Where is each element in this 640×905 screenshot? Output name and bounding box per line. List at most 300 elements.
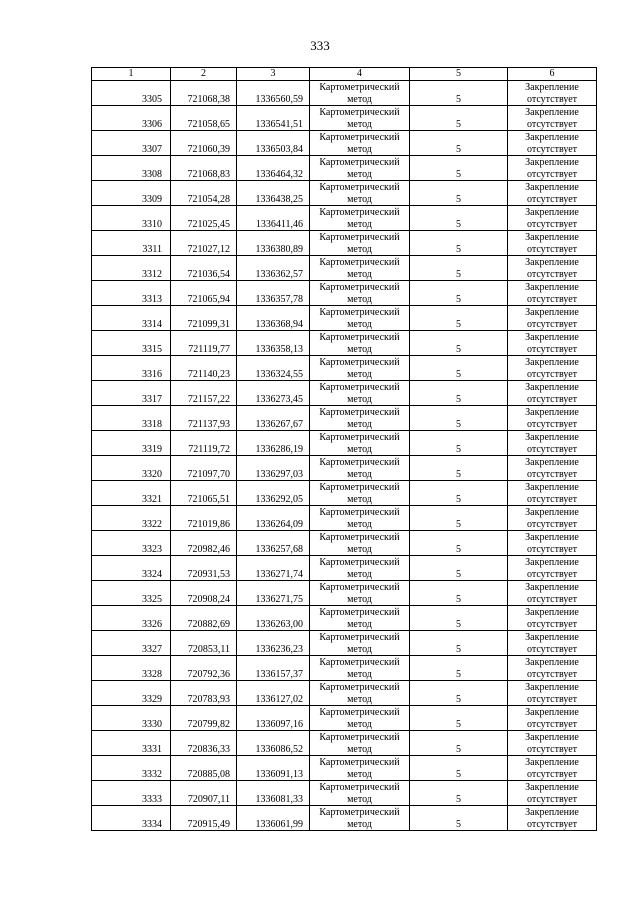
y-coordinate-cell: 1336267,67 bbox=[237, 406, 310, 431]
method-cell bbox=[310, 356, 410, 381]
method-cell-line: Картометрический bbox=[319, 682, 400, 693]
table-row bbox=[92, 781, 597, 806]
point-number-cell: 3324 bbox=[92, 556, 171, 581]
fixing-cell-line: Закрепление bbox=[525, 107, 579, 118]
method-cell-line: метод bbox=[347, 818, 372, 830]
fixing-cell-line: Закрепление bbox=[525, 182, 579, 193]
table-body bbox=[92, 81, 597, 831]
point-number-cell: 3328 bbox=[92, 656, 171, 681]
fixing-cell bbox=[508, 256, 597, 281]
accuracy-cell: 5 bbox=[410, 106, 508, 131]
method-cell-line: Картометрический bbox=[319, 807, 400, 818]
fixing-cell-line: Закрепление bbox=[525, 557, 579, 568]
fixing-cell-line: Закрепление bbox=[525, 482, 579, 493]
table-row bbox=[92, 731, 597, 756]
table-row bbox=[92, 181, 597, 206]
fixing-cell-line: Закрепление bbox=[525, 82, 579, 93]
point-number-cell: 3327 bbox=[92, 631, 171, 656]
method-cell-line: Картометрический bbox=[319, 82, 400, 93]
y-coordinate-cell: 1336560,59 bbox=[237, 81, 310, 106]
fixing-cell bbox=[508, 306, 597, 331]
fixing-cell-line: Закрепление bbox=[525, 607, 579, 618]
y-coordinate-cell: 1336411,46 bbox=[237, 206, 310, 231]
x-coordinate-cell: 721140,23 bbox=[171, 356, 237, 381]
method-cell-line: метод bbox=[347, 93, 372, 105]
method-cell-line: Картометрический bbox=[319, 132, 400, 143]
x-coordinate-cell: 721060,39 bbox=[171, 131, 237, 156]
fixing-cell-line: отсутствует bbox=[526, 468, 578, 480]
accuracy-cell: 5 bbox=[410, 531, 508, 556]
table-row bbox=[92, 156, 597, 181]
page-number: 333 bbox=[310, 38, 330, 53]
fixing-cell bbox=[508, 381, 597, 406]
accuracy-cell: 5 bbox=[410, 606, 508, 631]
accuracy-cell: 5 bbox=[410, 281, 508, 306]
x-coordinate-cell: 720836,33 bbox=[171, 731, 237, 756]
x-coordinate-cell: 721019,86 bbox=[171, 506, 237, 531]
method-cell-line: Картометрический bbox=[319, 207, 400, 218]
x-coordinate-cell: 721036,54 bbox=[171, 256, 237, 281]
method-cell-line: метод bbox=[347, 493, 372, 505]
method-cell-line: Картометрический bbox=[319, 332, 400, 343]
method-cell-line: Картометрический bbox=[319, 357, 400, 368]
fixing-cell bbox=[508, 756, 597, 781]
fixing-cell bbox=[508, 481, 597, 506]
fixing-cell-line: Закрепление bbox=[525, 357, 579, 368]
fixing-cell-line: Закрепление bbox=[525, 532, 579, 543]
method-cell-line: метод bbox=[347, 568, 372, 580]
column-header: 3 bbox=[237, 68, 310, 81]
fixing-cell-line: Закрепление bbox=[525, 457, 579, 468]
point-number-cell: 3332 bbox=[92, 756, 171, 781]
point-number-cell: 3325 bbox=[92, 581, 171, 606]
column-header: 1 bbox=[92, 68, 171, 81]
method-cell bbox=[310, 231, 410, 256]
fixing-cell bbox=[508, 581, 597, 606]
point-number-cell: 3306 bbox=[92, 106, 171, 131]
accuracy-cell: 5 bbox=[410, 306, 508, 331]
method-cell-line: метод bbox=[347, 693, 372, 705]
accuracy-cell: 5 bbox=[410, 381, 508, 406]
method-cell-line: Картометрический bbox=[319, 657, 400, 668]
point-number-cell: 3320 bbox=[92, 456, 171, 481]
x-coordinate-cell: 721119,77 bbox=[171, 331, 237, 356]
table-row bbox=[92, 806, 597, 831]
table-row bbox=[92, 381, 597, 406]
method-cell-line: метод bbox=[347, 393, 372, 405]
table-row bbox=[92, 406, 597, 431]
point-number-cell: 3305 bbox=[92, 81, 171, 106]
y-coordinate-cell: 1336286,19 bbox=[237, 431, 310, 456]
method-cell-line: Картометрический bbox=[319, 257, 400, 268]
method-cell-line: Картометрический bbox=[319, 157, 400, 168]
fixing-cell bbox=[508, 556, 597, 581]
table-row bbox=[92, 356, 597, 381]
method-cell-line: Картометрический bbox=[319, 632, 400, 643]
method-cell bbox=[310, 631, 410, 656]
method-cell bbox=[310, 806, 410, 831]
x-coordinate-cell: 721157,22 bbox=[171, 381, 237, 406]
fixing-cell bbox=[508, 681, 597, 706]
point-number-cell: 3326 bbox=[92, 606, 171, 631]
y-coordinate-cell: 1336324,55 bbox=[237, 356, 310, 381]
method-cell-line: метод bbox=[347, 143, 372, 155]
x-coordinate-cell: 720907,11 bbox=[171, 781, 237, 806]
method-cell bbox=[310, 506, 410, 531]
table-row bbox=[92, 206, 597, 231]
method-cell-line: Картометрический bbox=[319, 532, 400, 543]
method-cell bbox=[310, 206, 410, 231]
point-number-cell: 3312 bbox=[92, 256, 171, 281]
method-cell-line: метод bbox=[347, 293, 372, 305]
method-cell-line: Картометрический bbox=[319, 507, 400, 518]
fixing-cell-line: Закрепление bbox=[525, 632, 579, 643]
fixing-cell-line: отсутствует bbox=[526, 293, 578, 305]
table-row bbox=[92, 631, 597, 656]
fixing-cell-line: Закрепление bbox=[525, 332, 579, 343]
fixing-cell-line: отсутствует bbox=[526, 518, 578, 530]
y-coordinate-cell: 1336061,99 bbox=[237, 806, 310, 831]
table-row bbox=[92, 456, 597, 481]
method-cell bbox=[310, 731, 410, 756]
point-number-cell: 3318 bbox=[92, 406, 171, 431]
fixing-cell bbox=[508, 506, 597, 531]
accuracy-cell: 5 bbox=[410, 256, 508, 281]
fixing-cell-line: отсутствует bbox=[526, 568, 578, 580]
fixing-cell bbox=[508, 406, 597, 431]
point-number-cell: 3331 bbox=[92, 731, 171, 756]
method-cell-line: метод bbox=[347, 318, 372, 330]
fixing-cell-line: Закрепление bbox=[525, 432, 579, 443]
y-coordinate-cell: 1336357,78 bbox=[237, 281, 310, 306]
table-row bbox=[92, 81, 597, 106]
table-row bbox=[92, 556, 597, 581]
point-number-cell: 3323 bbox=[92, 531, 171, 556]
fixing-cell-line: отсутствует bbox=[526, 318, 578, 330]
method-cell-line: Картометрический bbox=[319, 457, 400, 468]
method-cell-line: метод bbox=[347, 168, 372, 180]
table-row bbox=[92, 281, 597, 306]
x-coordinate-cell: 721058,65 bbox=[171, 106, 237, 131]
method-cell-line: метод bbox=[347, 668, 372, 680]
method-cell bbox=[310, 781, 410, 806]
y-coordinate-cell: 1336438,25 bbox=[237, 181, 310, 206]
point-number-cell: 3316 bbox=[92, 356, 171, 381]
fixing-cell bbox=[508, 231, 597, 256]
table-row bbox=[92, 606, 597, 631]
method-cell-line: Картометрический bbox=[319, 482, 400, 493]
y-coordinate-cell: 1336541,51 bbox=[237, 106, 310, 131]
y-coordinate-cell: 1336358,13 bbox=[237, 331, 310, 356]
method-cell-line: Картометрический bbox=[319, 757, 400, 768]
point-number-cell: 3309 bbox=[92, 181, 171, 206]
fixing-cell-line: отсутствует bbox=[526, 118, 578, 130]
accuracy-cell: 5 bbox=[410, 206, 508, 231]
fixing-cell bbox=[508, 531, 597, 556]
x-coordinate-cell: 720982,46 bbox=[171, 531, 237, 556]
fixing-cell bbox=[508, 106, 597, 131]
fixing-cell-line: отсутствует bbox=[526, 343, 578, 355]
fixing-cell bbox=[508, 631, 597, 656]
table-row bbox=[92, 106, 597, 131]
x-coordinate-cell: 720915,49 bbox=[171, 806, 237, 831]
fixing-cell bbox=[508, 356, 597, 381]
accuracy-cell: 5 bbox=[410, 681, 508, 706]
accuracy-cell: 5 bbox=[410, 806, 508, 831]
coordinates-table bbox=[91, 67, 597, 831]
method-cell-line: Картометрический bbox=[319, 232, 400, 243]
table-row bbox=[92, 331, 597, 356]
y-coordinate-cell: 1336081,33 bbox=[237, 781, 310, 806]
accuracy-cell: 5 bbox=[410, 331, 508, 356]
method-cell bbox=[310, 331, 410, 356]
method-cell-line: метод bbox=[347, 468, 372, 480]
accuracy-cell: 5 bbox=[410, 656, 508, 681]
method-cell bbox=[310, 81, 410, 106]
method-cell-line: Картометрический bbox=[319, 707, 400, 718]
y-coordinate-cell: 1336464,32 bbox=[237, 156, 310, 181]
point-number-cell: 3317 bbox=[92, 381, 171, 406]
y-coordinate-cell: 1336292,05 bbox=[237, 481, 310, 506]
method-cell-line: метод bbox=[347, 618, 372, 630]
method-cell bbox=[310, 531, 410, 556]
y-coordinate-cell: 1336503,84 bbox=[237, 131, 310, 156]
y-coordinate-cell: 1336257,68 bbox=[237, 531, 310, 556]
fixing-cell bbox=[508, 181, 597, 206]
x-coordinate-cell: 720931,53 bbox=[171, 556, 237, 581]
point-number-cell: 3322 bbox=[92, 506, 171, 531]
method-cell-line: Картометрический bbox=[319, 182, 400, 193]
table-row bbox=[92, 581, 597, 606]
x-coordinate-cell: 720792,36 bbox=[171, 656, 237, 681]
method-cell bbox=[310, 606, 410, 631]
fixing-cell-line: отсутствует bbox=[526, 368, 578, 380]
x-coordinate-cell: 721099,31 bbox=[171, 306, 237, 331]
fixing-cell-line: Закрепление bbox=[525, 307, 579, 318]
y-coordinate-cell: 1336271,74 bbox=[237, 556, 310, 581]
fixing-cell-line: Закрепление bbox=[525, 582, 579, 593]
accuracy-cell: 5 bbox=[410, 356, 508, 381]
point-number-cell: 3311 bbox=[92, 231, 171, 256]
point-number-cell: 3330 bbox=[92, 706, 171, 731]
point-number-cell: 3314 bbox=[92, 306, 171, 331]
fixing-cell bbox=[508, 131, 597, 156]
table-row bbox=[92, 506, 597, 531]
fixing-cell bbox=[508, 781, 597, 806]
accuracy-cell: 5 bbox=[410, 556, 508, 581]
fixing-cell-line: Закрепление bbox=[525, 132, 579, 143]
method-cell-line: Картометрический bbox=[319, 307, 400, 318]
column-header: 5 bbox=[410, 68, 508, 81]
fixing-cell-line: Закрепление bbox=[525, 207, 579, 218]
method-cell-line: метод bbox=[347, 518, 372, 530]
accuracy-cell: 5 bbox=[410, 481, 508, 506]
method-cell-line: Картометрический bbox=[319, 407, 400, 418]
fixing-cell-line: отсутствует bbox=[526, 668, 578, 680]
method-cell-line: метод bbox=[347, 343, 372, 355]
fixing-cell-line: отсутствует bbox=[526, 393, 578, 405]
method-cell-line: метод bbox=[347, 543, 372, 555]
method-cell bbox=[310, 131, 410, 156]
table-row bbox=[92, 756, 597, 781]
x-coordinate-cell: 721027,12 bbox=[171, 231, 237, 256]
x-coordinate-cell: 720908,24 bbox=[171, 581, 237, 606]
table-header-row bbox=[92, 68, 597, 81]
method-cell-line: метод bbox=[347, 718, 372, 730]
accuracy-cell: 5 bbox=[410, 631, 508, 656]
method-cell-line: метод bbox=[347, 793, 372, 805]
fixing-cell bbox=[508, 806, 597, 831]
fixing-cell-line: Закрепление bbox=[525, 382, 579, 393]
y-coordinate-cell: 1336380,89 bbox=[237, 231, 310, 256]
y-coordinate-cell: 1336362,57 bbox=[237, 256, 310, 281]
accuracy-cell: 5 bbox=[410, 456, 508, 481]
fixing-cell-line: отсутствует bbox=[526, 693, 578, 705]
table-row bbox=[92, 681, 597, 706]
accuracy-cell: 5 bbox=[410, 581, 508, 606]
point-number-cell: 3313 bbox=[92, 281, 171, 306]
method-cell bbox=[310, 456, 410, 481]
x-coordinate-cell: 721137,93 bbox=[171, 406, 237, 431]
fixing-cell-line: Закрепление bbox=[525, 757, 579, 768]
fixing-cell bbox=[508, 331, 597, 356]
method-cell bbox=[310, 256, 410, 281]
accuracy-cell: 5 bbox=[410, 231, 508, 256]
fixing-cell-line: отсутствует bbox=[526, 493, 578, 505]
fixing-cell bbox=[508, 156, 597, 181]
y-coordinate-cell: 1336264,09 bbox=[237, 506, 310, 531]
y-coordinate-cell: 1336157,37 bbox=[237, 656, 310, 681]
fixing-cell-line: Закрепление bbox=[525, 807, 579, 818]
fixing-cell-line: отсутствует bbox=[526, 643, 578, 655]
fixing-cell-line: Закрепление bbox=[525, 682, 579, 693]
method-cell-line: метод bbox=[347, 593, 372, 605]
fixing-cell-line: отсутствует bbox=[526, 618, 578, 630]
method-cell-line: метод bbox=[347, 743, 372, 755]
fixing-cell-line: Закрепление bbox=[525, 507, 579, 518]
fixing-cell-line: отсутствует bbox=[526, 543, 578, 555]
fixing-cell-line: отсутствует bbox=[526, 168, 578, 180]
fixing-cell bbox=[508, 456, 597, 481]
method-cell bbox=[310, 706, 410, 731]
table-row bbox=[92, 481, 597, 506]
method-cell-line: Картометрический bbox=[319, 732, 400, 743]
method-cell-line: Картометрический bbox=[319, 557, 400, 568]
table-row bbox=[92, 431, 597, 456]
method-cell-line: метод bbox=[347, 768, 372, 780]
fixing-cell bbox=[508, 706, 597, 731]
y-coordinate-cell: 1336271,75 bbox=[237, 581, 310, 606]
x-coordinate-cell: 721054,28 bbox=[171, 181, 237, 206]
y-coordinate-cell: 1336127,02 bbox=[237, 681, 310, 706]
method-cell-line: Картометрический bbox=[319, 382, 400, 393]
method-cell-line: метод bbox=[347, 218, 372, 230]
method-cell-line: Картометрический bbox=[319, 107, 400, 118]
column-header: 2 bbox=[171, 68, 237, 81]
fixing-cell-line: отсутствует bbox=[526, 593, 578, 605]
y-coordinate-cell: 1336236,23 bbox=[237, 631, 310, 656]
x-coordinate-cell: 721025,45 bbox=[171, 206, 237, 231]
table-row bbox=[92, 656, 597, 681]
y-coordinate-cell: 1336091,13 bbox=[237, 756, 310, 781]
table-row bbox=[92, 306, 597, 331]
fixing-cell-line: Закрепление bbox=[525, 257, 579, 268]
method-cell-line: метод bbox=[347, 243, 372, 255]
method-cell bbox=[310, 756, 410, 781]
method-cell-line: метод bbox=[347, 443, 372, 455]
y-coordinate-cell: 1336263,00 bbox=[237, 606, 310, 631]
fixing-cell-line: отсутствует bbox=[526, 768, 578, 780]
method-cell-line: метод bbox=[347, 118, 372, 130]
y-coordinate-cell: 1336273,45 bbox=[237, 381, 310, 406]
accuracy-cell: 5 bbox=[410, 156, 508, 181]
x-coordinate-cell: 720783,93 bbox=[171, 681, 237, 706]
fixing-cell-line: отсутствует bbox=[526, 418, 578, 430]
method-cell-line: Картометрический bbox=[319, 607, 400, 618]
accuracy-cell: 5 bbox=[410, 406, 508, 431]
y-coordinate-cell: 1336368,94 bbox=[237, 306, 310, 331]
x-coordinate-cell: 721065,94 bbox=[171, 281, 237, 306]
fixing-cell bbox=[508, 281, 597, 306]
method-cell bbox=[310, 106, 410, 131]
x-coordinate-cell: 720853,11 bbox=[171, 631, 237, 656]
fixing-cell-line: отсутствует bbox=[526, 443, 578, 455]
accuracy-cell: 5 bbox=[410, 181, 508, 206]
table-row bbox=[92, 256, 597, 281]
accuracy-cell: 5 bbox=[410, 506, 508, 531]
x-coordinate-cell: 721068,83 bbox=[171, 156, 237, 181]
point-number-cell: 3334 bbox=[92, 806, 171, 831]
point-number-cell: 3329 bbox=[92, 681, 171, 706]
method-cell bbox=[310, 656, 410, 681]
fixing-cell-line: отсутствует bbox=[526, 143, 578, 155]
fixing-cell-line: Закрепление bbox=[525, 707, 579, 718]
column-header: 6 bbox=[508, 68, 597, 81]
point-number-cell: 3307 bbox=[92, 131, 171, 156]
method-cell-line: метод bbox=[347, 268, 372, 280]
column-header: 4 bbox=[310, 68, 410, 81]
fixing-cell-line: Закрепление bbox=[525, 657, 579, 668]
x-coordinate-cell: 721068,38 bbox=[171, 81, 237, 106]
x-coordinate-cell: 720885,08 bbox=[171, 756, 237, 781]
y-coordinate-cell: 1336097,16 bbox=[237, 706, 310, 731]
method-cell bbox=[310, 481, 410, 506]
method-cell-line: метод bbox=[347, 193, 372, 205]
fixing-cell-line: отсутствует bbox=[526, 243, 578, 255]
fixing-cell-line: отсутствует bbox=[526, 268, 578, 280]
y-coordinate-cell: 1336086,52 bbox=[237, 731, 310, 756]
method-cell bbox=[310, 431, 410, 456]
method-cell-line: метод bbox=[347, 368, 372, 380]
method-cell-line: Картометрический bbox=[319, 782, 400, 793]
table-row bbox=[92, 131, 597, 156]
fixing-cell bbox=[508, 656, 597, 681]
fixing-cell-line: отсутствует bbox=[526, 718, 578, 730]
fixing-cell-line: Закрепление bbox=[525, 232, 579, 243]
accuracy-cell: 5 bbox=[410, 81, 508, 106]
y-coordinate-cell: 1336297,03 bbox=[237, 456, 310, 481]
table-row bbox=[92, 706, 597, 731]
fixing-cell-line: отсутствует bbox=[526, 93, 578, 105]
fixing-cell bbox=[508, 206, 597, 231]
point-number-cell: 3308 bbox=[92, 156, 171, 181]
table-row bbox=[92, 231, 597, 256]
x-coordinate-cell: 720799,82 bbox=[171, 706, 237, 731]
fixing-cell bbox=[508, 731, 597, 756]
method-cell bbox=[310, 381, 410, 406]
x-coordinate-cell: 721097,70 bbox=[171, 456, 237, 481]
fixing-cell-line: Закрепление bbox=[525, 732, 579, 743]
